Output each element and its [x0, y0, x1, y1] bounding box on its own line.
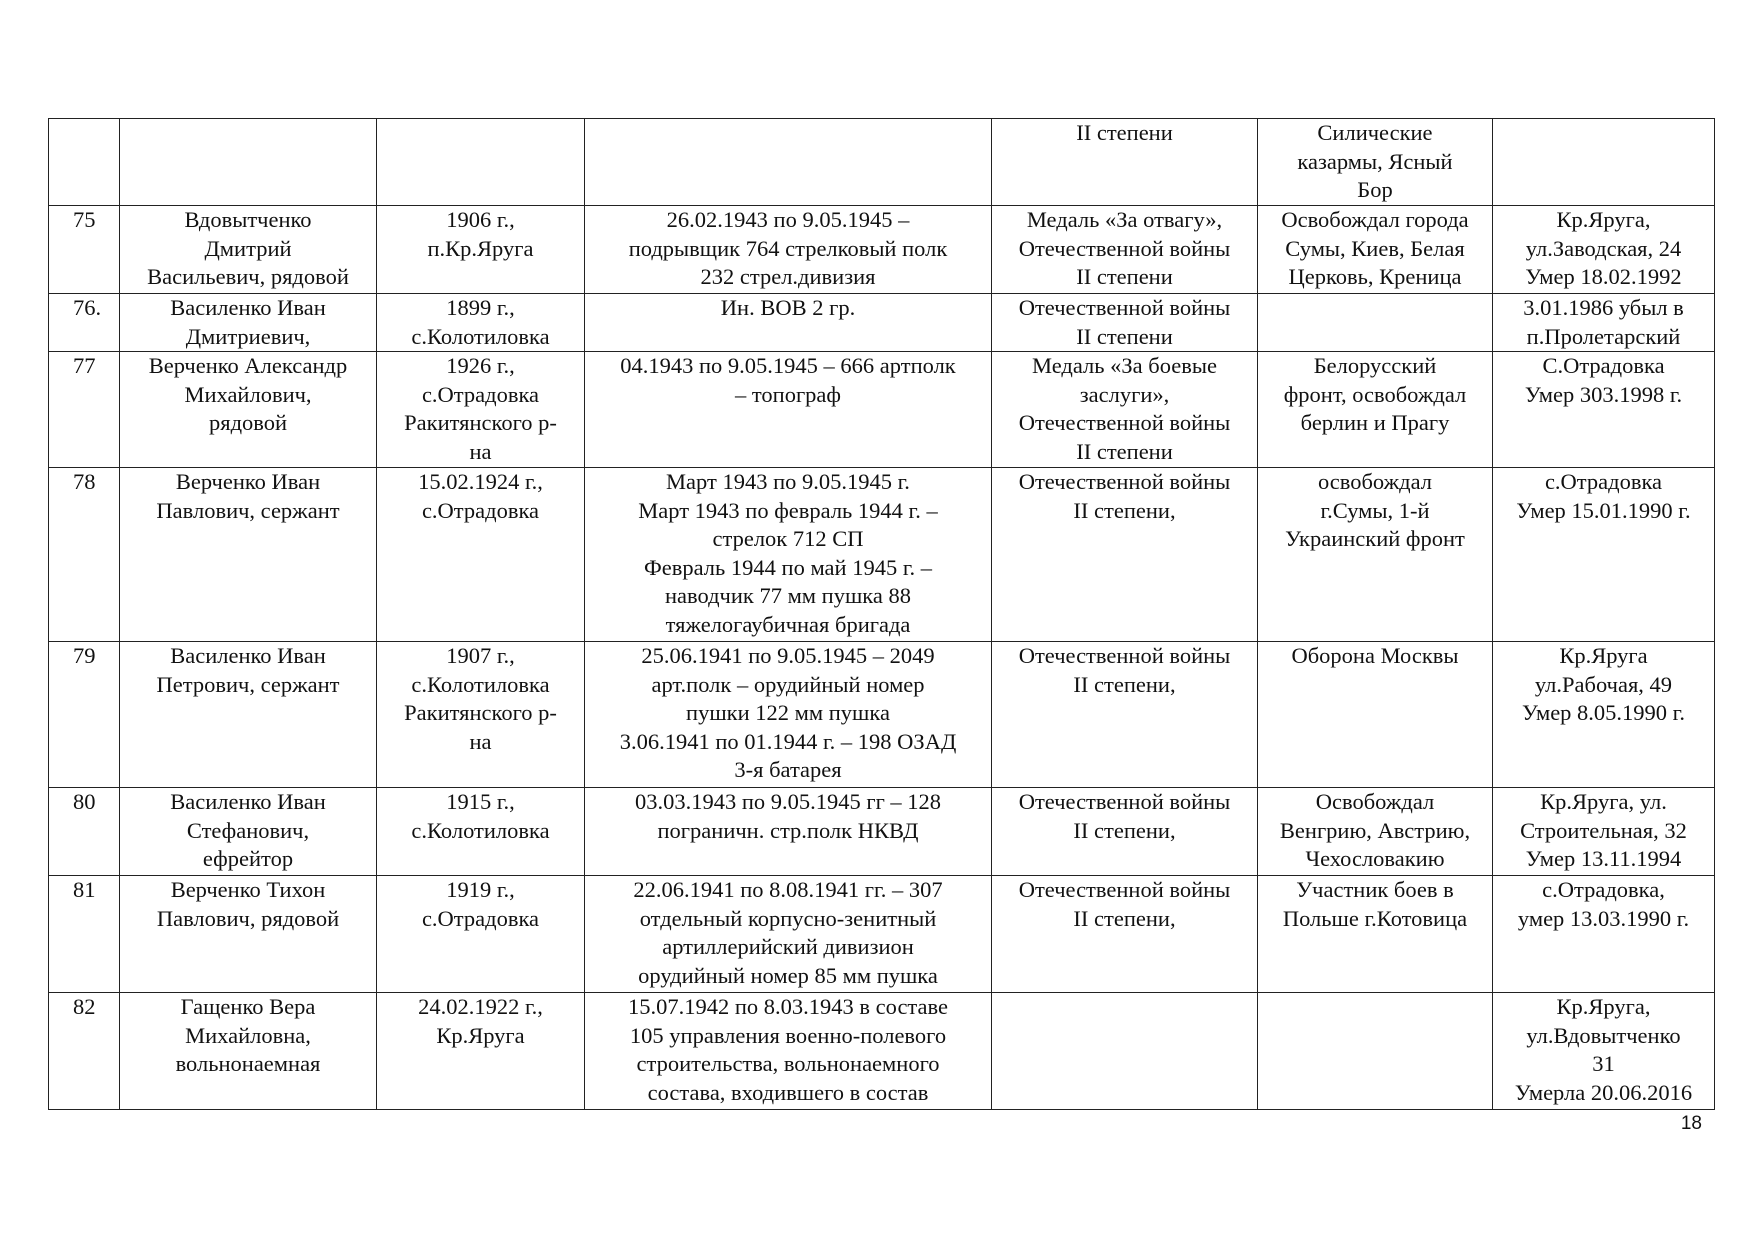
row-number-cell: 75 [49, 206, 120, 294]
name-rank-cell: Василенко Иван Петрович, сержант [120, 642, 377, 788]
fate-cell: с.Отрадовка, умер 13.03.1990 г. [1493, 876, 1715, 993]
birth-cell: 15.02.1924 г., с.Отрадовка [377, 468, 585, 642]
service-cell: 26.02.1943 по 9.05.1945 – подрывщик 764 стрелковый полк 232 стрел.дивизия [585, 206, 992, 294]
birth-cell: 1926 г., с.Отрадовка Ракитянского р- на [377, 352, 585, 468]
row-number-cell [49, 119, 120, 206]
name-rank-cell [120, 119, 377, 206]
row-number-cell: 82 [49, 993, 120, 1110]
awards-cell: Отечественной войны II степени, [992, 468, 1258, 642]
name-rank-cell: Василенко Иван Стефанович, ефрейтор [120, 788, 377, 876]
awards-cell [992, 993, 1258, 1110]
fate-cell: Кр.Яруга, ул. Строительная, 32 Умер 13.11.1994 [1493, 788, 1715, 876]
name-rank-cell: Гащенко Вера Михайловна, вольнонаемная [120, 993, 377, 1110]
table-row [49, 468, 1715, 642]
fate-cell: с.Отрадовка Умер 15.01.1990 г. [1493, 468, 1715, 642]
service-cell: Ин. ВОВ 2 гр. [585, 294, 992, 352]
service-cell: Март 1943 по 9.05.1945 г. Март 1943 по февраль 1944 г. – стрелок 712 СП Февраль 1944 по май 1945 г. – наводчик 77 мм пушка 88 тяжелогаубичная бригада [585, 468, 992, 642]
battles-cell: Участник боев в Польше г.Котовица [1258, 876, 1493, 993]
birth-cell: 1907 г., с.Колотиловка Ракитянского р- на [377, 642, 585, 788]
battles-cell [1258, 993, 1493, 1110]
birth-cell: 1919 г., с.Отрадовка [377, 876, 585, 993]
table-row [49, 876, 1715, 993]
page-number: 18 [1680, 1113, 1702, 1134]
fate-cell: Кр.Яруга, ул.Заводская, 24 Умер 18.02.1992 [1493, 206, 1715, 294]
awards-cell: Отечественной войны II степени [992, 294, 1258, 352]
battles-cell: освобождал г.Сумы, 1-й Украинский фронт [1258, 468, 1493, 642]
battles-cell [1258, 294, 1493, 352]
service-cell: 22.06.1941 по 8.08.1941 гг. – 307 отдельный корпусно-зенитный артиллерийский дивизион орудийный номер 85 мм пушка [585, 876, 992, 993]
awards-cell: Медаль «За отвагу», Отечественной войны II степени [992, 206, 1258, 294]
table-row [49, 788, 1715, 876]
table-row [49, 642, 1715, 788]
row-number-cell: 77 [49, 352, 120, 468]
name-rank-cell: Василенко Иван Дмитриевич, [120, 294, 377, 352]
veterans-table [48, 118, 1715, 1110]
birth-cell: 1915 г., с.Колотиловка [377, 788, 585, 876]
name-rank-cell: Верченко Александр Михайлович, рядовой [120, 352, 377, 468]
table-row [49, 993, 1715, 1110]
row-number-cell: 76. [49, 294, 120, 352]
battles-cell: Оборона Москвы [1258, 642, 1493, 788]
row-number-cell: 79 [49, 642, 120, 788]
row-number-cell: 81 [49, 876, 120, 993]
row-number-cell: 78 [49, 468, 120, 642]
service-cell: 25.06.1941 по 9.05.1945 – 2049 арт.полк – орудийный номер пушки 122 мм пушка 3.06.1941 по 01.1944 г. – 198 ОЗАД 3-я батарея [585, 642, 992, 788]
fate-cell: 3.01.1986 убыл в п.Пролетарский [1493, 294, 1715, 352]
fate-cell [1493, 119, 1715, 206]
awards-cell: Медаль «За боевые заслуги», Отечественной войны II степени [992, 352, 1258, 468]
awards-cell: Отечественной войны II степени, [992, 788, 1258, 876]
birth-cell [377, 119, 585, 206]
service-cell: 15.07.1942 по 8.03.1943 в составе 105 управления военно-полевого строительства, вольнонаемного состава, входившего в состав [585, 993, 992, 1110]
row-number-cell: 80 [49, 788, 120, 876]
birth-cell: 1899 г., с.Колотиловка [377, 294, 585, 352]
table-row [49, 352, 1715, 468]
awards-cell: Отечественной войны II степени, [992, 876, 1258, 993]
service-cell [585, 119, 992, 206]
name-rank-cell: Верченко Тихон Павлович, рядовой [120, 876, 377, 993]
awards-cell: Отечественной войны II степени, [992, 642, 1258, 788]
table-row [49, 294, 1715, 352]
table-row [49, 119, 1715, 206]
birth-cell: 1906 г., п.Кр.Яруга [377, 206, 585, 294]
battles-cell: Освобождал Венгрию, Австрию, Чехословакию [1258, 788, 1493, 876]
name-rank-cell: Верченко Иван Павлович, сержант [120, 468, 377, 642]
battles-cell: Освобождал города Сумы, Киев, Белая Церковь, Креница [1258, 206, 1493, 294]
awards-cell: II степени [992, 119, 1258, 206]
service-cell: 04.1943 по 9.05.1945 – 666 артполк – топограф [585, 352, 992, 468]
battles-cell: Белорусский фронт, освобождал берлин и Прагу [1258, 352, 1493, 468]
fate-cell: С.Отрадовка Умер 303.1998 г. [1493, 352, 1715, 468]
fate-cell: Кр.Яруга ул.Рабочая, 49 Умер 8.05.1990 г. [1493, 642, 1715, 788]
battles-cell: Силические казармы, Ясный Бор [1258, 119, 1493, 206]
service-cell: 03.03.1943 по 9.05.1945 гг – 128 пограничн. стр.полк НКВД [585, 788, 992, 876]
table-row [49, 206, 1715, 294]
name-rank-cell: Вдовытченко Дмитрий Васильевич, рядовой [120, 206, 377, 294]
fate-cell: Кр.Яруга, ул.Вдовытченко 31 Умерла 20.06.2016 [1493, 993, 1715, 1110]
birth-cell: 24.02.1922 г., Кр.Яруга [377, 993, 585, 1110]
